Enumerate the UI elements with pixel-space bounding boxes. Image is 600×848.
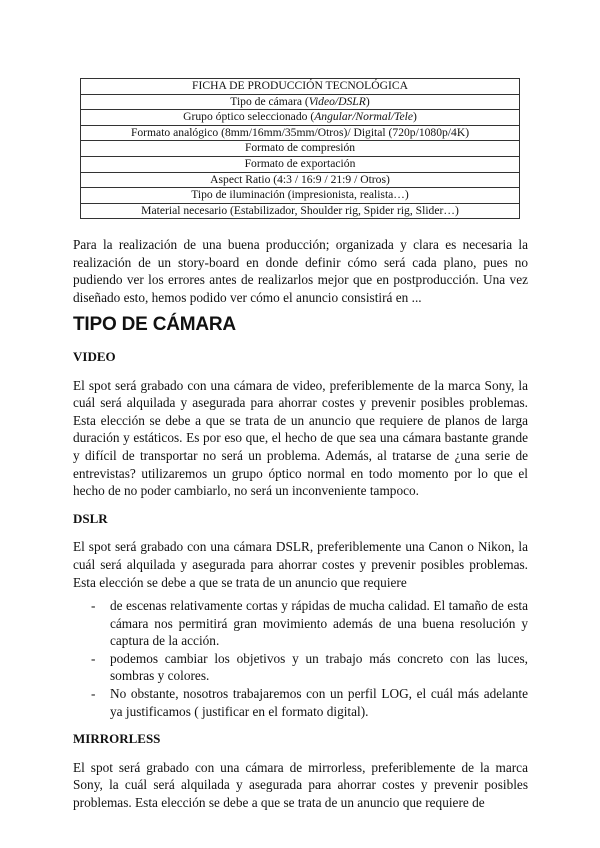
dash-bullet: - (91, 598, 96, 614)
document-body (73, 236, 528, 822)
list-item: - de escenas relativamente cortas y rápidas de mucha calidad. El tamaño de esta cámara nos permitirá gran movimiento además de una buena resolución y captura de la acción. (91, 598, 528, 649)
table-row (81, 203, 520, 219)
optic-group-cell: Grupo óptico seleccionado (Angular/Normal/Tele) (81, 110, 520, 126)
table-row (81, 156, 520, 172)
dslr-paragraph: El spot será grabado con una cámara DSLR, preferiblemente una Canon o Nikon, la cuál será alquilada y asegurada para ahorrar costes y prevenir posibles problemas. Esta elección se debe a que se trata de un anuncio que requiere (73, 539, 528, 590)
table-row (81, 172, 520, 188)
table-title: FICHA DE PRODUCCIÓN TECNOLÓGICA (81, 79, 520, 95)
aspect-ratio-cell: Aspect Ratio (4:3 / 16:9 / 21:9 / Otros) (81, 172, 520, 188)
list-item: - No obstante, nosotros trabajaremos con un perfil LOG, el cuál más adelante ya justificamos ( justificar en el formato digital). (91, 686, 528, 719)
export-cell: Formato de exportación (81, 156, 520, 172)
video-heading: VIDEO (73, 348, 116, 364)
format-cell: Formato analógico (8mm/16mm/35mm/Otros)/ Digital (720p/1080p/4K) (81, 125, 520, 141)
table-row (81, 141, 520, 157)
lighting-cell: Tipo de iluminación (impresionista, realista…) (81, 188, 520, 204)
compression-cell: Formato de compresión (81, 141, 520, 157)
table-row (81, 79, 520, 95)
intro-paragraph: Para la realización de una buena producción; organizada y clara es necesaria la realización de un story-board en donde definir cómo será cada plano, pues no pudiendo ver los errores antes de realizarlos mejor que en postproducción. Una vez diseñado esto, hemos podido ver cómo el anuncio consistirá en ... (73, 237, 528, 305)
table-row (81, 110, 520, 126)
mirrorless-heading: MIRRORLESS (73, 731, 161, 747)
dash-bullet: - (91, 650, 96, 666)
production-sheet-table (80, 78, 520, 219)
table-row (81, 94, 520, 110)
material-cell: Material necesario (Estabilizador, Shoulder rig, Spider rig, Slider…) (81, 203, 520, 219)
dslr-list (73, 597, 528, 720)
table-row (81, 125, 520, 141)
dslr-heading: DSLR (73, 510, 108, 526)
video-paragraph: El spot será grabado con una cámara de video, preferiblemente de la marca Sony, la cuál será alquilada y asegurada para ahorrar costes y prevenir posibles problemas. Esta elección se debe a que se trata de un anuncio que requiere de planos de larga duración y estáticos. Es por eso que, el hecho de que sea una cámara bastante grande y difícil de transportar no será un problema. Además, al tratarse de ¿una serie de entrevistas? utilizaremos un grupo óptico normal en todo momento por lo que el hecho de no poder cambiarlo, no será un inconveniente tampoco. (73, 377, 528, 499)
dash-bullet: - (91, 686, 96, 702)
mirrorless-paragraph: El spot será grabado con una cámara de mirrorless, preferiblemente de la marca Sony, la cuál será alquilada y asegurada para ahorrar costes y prevenir posibles problemas. Esta elección se debe a que se trata de un anuncio que requiere de (73, 759, 528, 811)
camera-type-cell: Tipo de cámara (Video/DSLR) (81, 94, 520, 110)
table-row (81, 188, 520, 204)
section-title: TIPO DE CÁMARA (73, 314, 236, 336)
list-item: - podemos cambiar los objetivos y un trabajo más concreto con las luces, sombras y colores. (91, 650, 528, 684)
